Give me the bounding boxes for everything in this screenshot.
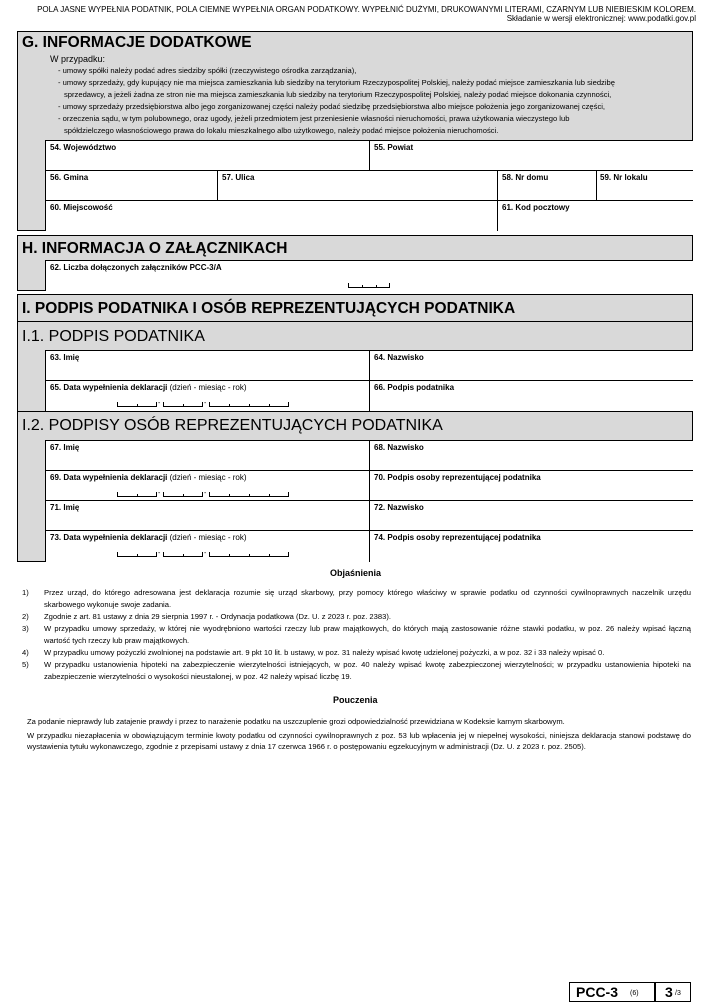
field-67-imie[interactable] xyxy=(45,440,369,470)
section-i1-title: I.1. PODPIS PODATNIKA xyxy=(22,328,205,345)
field-56-label: 56. Gmina xyxy=(50,173,89,182)
field-63-imie[interactable] xyxy=(45,350,369,380)
note-text: W przypadku ustanowienia hipoteki na zabezpieczenie wierzytelności istniejących, w poz. 40 należy wpisać kwotę zabezpieczonej wierzytelności; w przypadku ustanowienia hipoteki na zabezpieczenie wierzytelności o wysokości nieustalonej, w poz. 42 należy wpisać liczbę 19. xyxy=(44,660,691,681)
field-62-digit-box[interactable] xyxy=(348,283,390,288)
note-text: Przez urząd, do którego adresowana jest deklaracja rozumie się urząd skarbowy, przy pomocy którego właściwy w sprawie podatku od czynności cywilnoprawnych naczelnik urzędu skarbowego wykonuje swoje zadania. xyxy=(44,588,691,609)
field-64-label: 64. Nazwisko xyxy=(374,353,424,362)
section-g-item-2b: sprzedawcy, a jeżeli żadna ze stron nie ma miejsca zamieszkania lub siedziby na terytorium Rzeczypospolitej Polskiej, należy podać miejsce dokonania czynności, xyxy=(64,90,612,99)
note-num: 3) xyxy=(22,624,29,633)
section-g-intro: W przypadku: xyxy=(50,54,106,64)
field-67-label: 67. Imię xyxy=(50,443,80,452)
note-text: W przypadku umowy sprzedaży, w której nie wyodrębniono wartości rzeczy lub praw majątkowych, do których mają zastosowanie różne stawki podatku, w poz. 26 należy wpisać łączną wartość tych rzeczy lub praw majątkowych. xyxy=(44,624,691,645)
note-num: 2) xyxy=(22,612,29,621)
form-version: (6) xyxy=(630,990,639,997)
field-66-label: 66. Podpis podatnika xyxy=(374,383,455,392)
section-i-title: I. PODPIS PODATNIKA I OSÓB REPREZENTUJĄCYCH PODATNIKA xyxy=(22,300,516,317)
pouczenia-p2: W przypadku niezapłacenia w obowiązującym terminie kwoty podatku od czynności cywilnoprawnych z poz. 53 lub wpłacenia jej w niepełnej wysokości, niniejsza deklaracja stanowi podstawę do wystawienia tytułu wykonawczego, zgodnie z przepisami ustawy z dnia 17 czerwca 1966 r. o postępowaniu egzekucyjnym w administracji (Dz. U. z 2023 r. poz. 2505). xyxy=(27,731,691,751)
note-num: 5) xyxy=(22,660,29,669)
field-65-label xyxy=(50,383,247,393)
field-58-label: 58. Nr domu xyxy=(502,173,549,182)
note-item xyxy=(22,611,691,623)
date-boxes-73[interactable]: - - xyxy=(117,552,292,558)
date-boxes-65[interactable]: - - xyxy=(117,402,292,408)
field-61-label: 61. Kod pocztowy xyxy=(502,203,570,212)
field-73-label-hint: (dzień - miesiąc - rok) xyxy=(167,533,247,542)
field-71-imie[interactable] xyxy=(45,500,369,530)
note-item xyxy=(22,647,691,659)
field-72-label: 72. Nazwisko xyxy=(374,503,424,512)
field-55-label: 55. Powiat xyxy=(374,143,414,152)
field-73-label xyxy=(50,533,247,543)
section-g-title: G. INFORMACJE DODATKOWE xyxy=(22,34,252,51)
field-68-label: 68. Nazwisko xyxy=(374,443,424,452)
field-65-label-main: 65. Data wypełnienia deklaracji xyxy=(50,383,168,392)
section-g-item-3: - umowy sprzedaży przedsiębiorstwa albo jego zorganizowanej części należy podać siedzibę przedsiębiorstwa albo miejsce położenia jego zorganizowanej części, xyxy=(58,102,606,111)
form-code-box xyxy=(569,982,655,1002)
field-70-label: 70. Podpis osoby reprezentującej podatnika xyxy=(374,473,541,482)
section-g-item-4: - orzeczenia sądu, w tym polubownego, oraz ugody, jeżeli przedmiotem jest przeniesienie własności nieruchomości, prawa użytkowania wieczystego lub xyxy=(58,114,570,123)
page-number-box xyxy=(655,982,691,1002)
note-num: 1) xyxy=(22,588,29,597)
field-62-label: 62. Liczba dołączonych załączników PCC-3/A xyxy=(50,263,222,272)
note-item xyxy=(22,587,691,611)
pouczenia-title: Pouczenia xyxy=(333,695,378,705)
section-g-item-1: - umowy spółki należy podać adres siedziby spółki (rzeczywistego ośrodka zarządzania), xyxy=(58,66,357,75)
note-text: W przypadku umowy pożyczki zwolnionej na podstawie art. 9 pkt 10 lit. b ustawy, w poz. 31 należy wpisać kwotę udzielonej pożyczki, a w poz. 32 i 33 należy wpisać 0. xyxy=(44,648,605,657)
field-65-label-hint: (dzień - miesiąc - rok) xyxy=(167,383,247,392)
field-57-label: 57. Ulica xyxy=(222,173,255,182)
section-g-item-2: - umowy sprzedaży, gdy kupujący nie ma miejsca zamieszkania lub siedziby na terytorium Rzeczypospolitej Polskiej, należy podać miejsce zamieszkania lub siedzibę xyxy=(58,78,615,87)
field-74-label: 74. Podpis osoby reprezentującej podatnika xyxy=(374,533,541,542)
field-60-label: 60. Miejscowość xyxy=(50,203,113,212)
notes-title: Objaśnienia xyxy=(330,568,382,578)
field-57-ulica[interactable] xyxy=(217,170,497,200)
field-59-label: 59. Nr lokalu xyxy=(600,173,648,182)
field-54-label: 54. Województwo xyxy=(50,143,117,152)
note-text: Zgodnie z art. 81 ustawy z dnia 29 sierpnia 1997 r. - Ordynacja podatkowa (Dz. U. z 2023 r. poz. 2383). xyxy=(44,612,391,621)
field-63-label: 63. Imię xyxy=(50,353,80,362)
date-boxes-69[interactable]: - - xyxy=(117,492,292,498)
section-i2-title: I.2. PODPISY OSÓB REPREZENTUJĄCYCH PODATNIKA xyxy=(22,417,443,434)
page-total: /3 xyxy=(675,990,681,997)
field-71-label: 71. Imię xyxy=(50,503,80,512)
page-number: 3 xyxy=(665,984,673,1000)
pouczenia-p1: Za podanie nieprawdy lub zatajenie prawdy i przez to narażenie podatku na uszczuplenie grozi odpowiedzialność przewidziana w Kodeksie karnym skarbowym. xyxy=(27,717,565,726)
field-55-powiat[interactable] xyxy=(369,140,693,170)
field-73-label-main: 73. Data wypełnienia deklaracji xyxy=(50,533,168,542)
note-num: 4) xyxy=(22,648,29,657)
section-g-item-4b: spółdzielczego własnościowego prawa do lokalu mieszkalnego albo użytkowego, należy podać miejsce położenia nieruchomości. xyxy=(64,126,499,135)
note-item xyxy=(22,659,691,683)
note-item xyxy=(22,623,691,647)
field-69-label-main: 69. Data wypełnienia deklaracji xyxy=(50,473,168,482)
field-69-label-hint: (dzień - miesiąc - rok) xyxy=(167,473,247,482)
field-69-label xyxy=(50,473,247,483)
header-instruction: POLA JASNE WYPEŁNIA PODATNIK, POLA CIEMNE WYPEŁNIA ORGAN PODATKOWY. WYPEŁNIĆ DUŻYMI, DRUKOWANYMI LITERAMI, CZARNYM LUB NIEBIESKIM KOLOREM. xyxy=(37,5,696,14)
header-electronic: Składanie w wersji elektronicznej: www.podatki.gov.pl xyxy=(506,14,696,23)
section-h-title: H. INFORMACJA O ZAŁĄCZNIKACH xyxy=(22,240,288,257)
form-code: PCC-3 xyxy=(576,984,619,1000)
